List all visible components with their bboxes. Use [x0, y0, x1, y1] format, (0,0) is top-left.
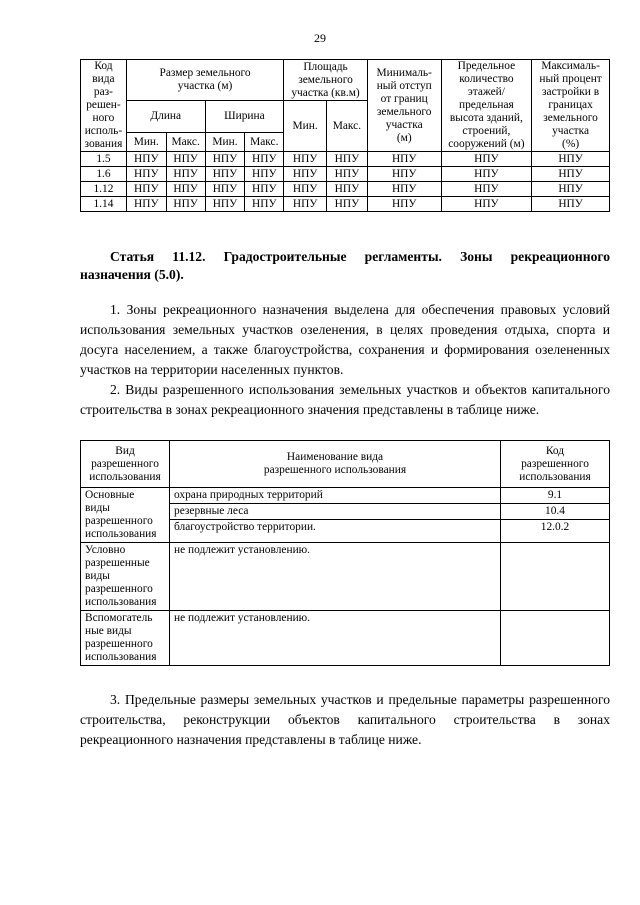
table-row: [81, 488, 610, 504]
paragraph-3: 3. Предельные размеры земельных участков и предельные параметры разрешенного строительства, реконструкции объектов капитального строительства в зонах рекреационного назначения представлены в таблице ниже.: [80, 692, 610, 747]
header-use-name: Наименование вида разрешенного использования: [170, 441, 501, 488]
parameters-table: [80, 59, 610, 212]
conditional-uses-value: не подлежит установлению.: [170, 543, 501, 611]
header-width-max: Макс.: [245, 133, 284, 152]
paragraph-1: 1. Зоны рекреационного назначения выделена для обеспечения правовых условий использования земельных участков озеленения, в целях проведения отдыха, спорта и досуга населением, а также благоустройства, сохранения и формирования озелененных участков на территории населенных пунктов.: [80, 302, 610, 377]
table-row: 1.5 НПУ НПУ НПУ НПУ НПУ НПУ НПУ НПУ НПУ: [81, 152, 610, 167]
header-floors: Предельное количество этажей/ предельная высота зданий, строений, сооружений (м): [441, 60, 532, 152]
use-name: благоустройство территории.: [170, 520, 501, 543]
use-name: резервные леса: [170, 504, 501, 520]
auxiliary-uses-label: Вспомогатель ные виды разрешенного использования: [81, 611, 170, 666]
use-name: охрана природных территорий: [170, 488, 501, 504]
header-use-code: Код разрешенного использования: [501, 441, 610, 488]
conditional-uses-code: [501, 543, 610, 611]
conditional-uses-label: Условно разрешенные виды разрешенного использования: [81, 543, 170, 611]
article-heading: Статья 11.12. Градостроительные регламенты. Зоны рекреационного назначения (5.0).: [80, 249, 610, 282]
header-coverage: Максималь- ный процент застройки в границах земельного участка (%): [532, 60, 610, 152]
paragraph-2: 2. Виды разрешенного использования земельных участков и объектов капитального строительства в зонах рекреационного значения представлены в таблице ниже.: [80, 382, 610, 417]
permitted-use-table: [80, 440, 610, 666]
header-width: Ширина: [205, 101, 284, 133]
header-length-min: Мин.: [126, 133, 166, 152]
page-number: 29: [314, 31, 326, 45]
header-length: Длина: [126, 101, 205, 133]
table-row: 1.6 НПУ НПУ НПУ НПУ НПУ НПУ НПУ НПУ НПУ: [81, 167, 610, 182]
table-row: 1.12 НПУ НПУ НПУ НПУ НПУ НПУ НПУ НПУ НПУ: [81, 182, 610, 197]
auxiliary-uses-value: не подлежит установлению.: [170, 611, 501, 666]
use-code: 10.4: [501, 504, 610, 520]
header-setback: Минималь- ный отступ от границ земельного участка (м): [367, 60, 441, 152]
header-length-max: Макс.: [166, 133, 205, 152]
header-area-min: Мин.: [284, 101, 327, 152]
header-use-type: Вид разрешенного использования: [81, 441, 170, 488]
header-code: Код вида раз- решен- ного исполь- зования: [81, 60, 127, 152]
main-uses-label: Основные виды разрешенного использования: [81, 488, 170, 543]
header-size-group: Размер земельного участка (м): [126, 60, 283, 101]
table-row: [81, 543, 610, 611]
auxiliary-uses-code: [501, 611, 610, 666]
table-row: [81, 611, 610, 666]
header-area-group: Площадь земельного участка (кв.м): [284, 60, 368, 101]
header-width-min: Мин.: [205, 133, 245, 152]
use-code: 12.0.2: [501, 520, 610, 543]
table-row: 1.14 НПУ НПУ НПУ НПУ НПУ НПУ НПУ НПУ НПУ: [81, 197, 610, 212]
use-code: 9.1: [501, 488, 610, 504]
header-area-max: Макс.: [327, 101, 368, 152]
